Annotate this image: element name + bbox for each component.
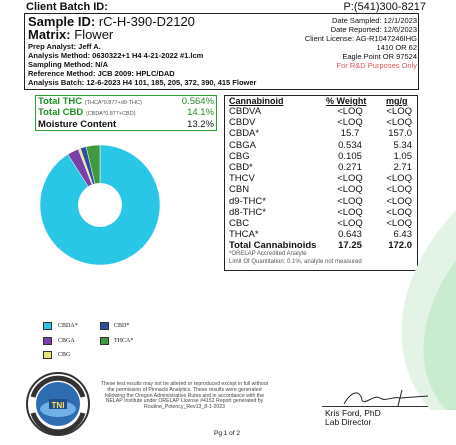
client-batch-label: Client Batch ID: xyxy=(26,1,108,13)
total-cbd-formula: (CBDA*0.877+CBD) xyxy=(85,111,136,117)
signer-title: Lab Director xyxy=(325,417,372,427)
table-row xyxy=(229,118,415,128)
total-label: Total Cannabinoids xyxy=(229,240,317,251)
table-row xyxy=(229,107,415,117)
percent-weight: <LOQ xyxy=(337,206,363,218)
analysis-batch: Analysis Batch: 12-6-2023 H4 101, 185, 205, 372, 390, 415 Flower xyxy=(28,78,257,87)
matrix xyxy=(28,27,113,42)
total-weight: 17.25 xyxy=(338,240,362,251)
legend-swatch-cbg xyxy=(43,351,52,359)
cannabinoid-name: CBD* xyxy=(229,162,253,173)
cannabinoid-name: CBDV xyxy=(229,117,256,129)
percent-weight: <LOQ xyxy=(337,106,363,117)
percent-weight: 0.534 xyxy=(338,139,362,151)
footnote-loq: Limit Of Quantitation: 0.1%, analyte not measured xyxy=(229,259,362,265)
legend-swatch-cbda xyxy=(43,322,52,330)
table-row xyxy=(229,141,415,151)
cannabinoid-name: CBN xyxy=(229,184,250,196)
total-thc-row xyxy=(38,96,214,107)
col-header-weight: % Weight xyxy=(326,96,367,106)
cannabinoid-name: THCV xyxy=(229,173,255,185)
matrix-label: Matrix: xyxy=(28,27,71,42)
percent-weight: 0.105 xyxy=(338,150,362,162)
total-thc-label: Total THC xyxy=(38,96,83,107)
mg-per-g: <LOQ xyxy=(386,206,412,218)
cannabinoid-name: CBG xyxy=(229,150,250,162)
total-mgg: 172.0 xyxy=(388,240,412,251)
percent-weight: <LOQ xyxy=(337,117,363,129)
mg-per-g: <LOQ xyxy=(386,173,412,185)
mg-per-g: <LOQ xyxy=(386,218,412,229)
footnote-orelap: *ORELAP Accredited Analyte xyxy=(229,251,307,257)
cannabinoid-name: CBDVA xyxy=(229,106,262,117)
moisture-value: 13.2% xyxy=(187,119,214,130)
reference-method: Reference Method: JCB 2009: HPLC/DAD xyxy=(28,69,175,78)
sampling-method: Sampling Method: N/A xyxy=(28,60,108,69)
cannabinoid-name: CBDA* xyxy=(229,128,260,140)
address-line-1: 1410 OR 62 xyxy=(376,43,417,52)
legend-label-cbda: CBDA* xyxy=(58,323,78,329)
total-thc-formula: (THCA*0.877+d9-THC) xyxy=(84,100,142,106)
phone-number: P:(541)300-8217 xyxy=(343,1,426,13)
analysis-method: Analysis Method: 0630322+1 H4 4-21-2022 #1.lcm xyxy=(28,51,204,60)
cannabinoid-name: d8-THC* xyxy=(229,206,266,218)
date-reported: Date Reported: 12/6/2023 xyxy=(330,25,417,34)
mg-per-g: <LOQ xyxy=(386,106,412,117)
svg-text:TNI: TNI xyxy=(51,401,65,410)
mg-per-g: 157.0 xyxy=(388,128,412,140)
matrix-value: Flower xyxy=(74,27,114,42)
signer-name: Kris Ford, PhD xyxy=(325,408,381,418)
col-header-mgg: mg/g xyxy=(386,96,408,106)
date-sampled: Date Sampled: 12/1/2023 xyxy=(331,16,417,25)
percent-weight: <LOQ xyxy=(337,173,363,185)
sample-id-value: rC-H-390-D2120 xyxy=(98,14,195,29)
client-license: Client License: AG-R1047246IHG xyxy=(304,34,417,43)
percent-weight: 0.271 xyxy=(338,162,362,173)
legend-swatch-cbd xyxy=(100,322,109,330)
signature-line xyxy=(322,406,428,407)
mg-per-g: <LOQ xyxy=(386,184,412,196)
disclaimer-text: These test results may not be altered or reproduced except in full without the permission of Pinnacle Analytics. These results were generated following the Oregon Administrative Rules and in accordance with the NELAP Institute under ORELAP License #4152 Report generated by Routine_Potency_Rev13_8-1-2023 xyxy=(100,381,269,411)
cannabinoid-name: THCA* xyxy=(229,229,259,241)
cannabinoid-name: CBC xyxy=(229,218,250,229)
moisture-label: Moisture Content xyxy=(38,119,117,130)
sample-id-label: Sample ID: xyxy=(28,14,96,29)
mg-per-g: 2.71 xyxy=(393,162,412,173)
col-header-cannabinoid: Cannabinoid xyxy=(229,96,284,106)
cannabinoid-name: d9-THC* xyxy=(229,195,266,207)
signature-icon xyxy=(340,386,430,408)
legend-label-thca: THCA* xyxy=(114,338,134,344)
address-line-2: Eagle Point OR 97524 xyxy=(342,52,417,61)
percent-weight: <LOQ xyxy=(337,184,363,196)
page-number: Pg 1 of 2 xyxy=(214,430,241,437)
legend-swatch-thca xyxy=(100,337,109,345)
total-cbd-row xyxy=(38,107,214,118)
purpose-note: For R&D Purposes Only xyxy=(336,61,417,70)
legend-label-cbga: CBGA xyxy=(58,338,75,344)
percent-weight: 0.643 xyxy=(338,229,362,241)
donut-hole xyxy=(78,183,122,227)
cannabinoid-name: CBGA xyxy=(229,139,256,151)
signer-block xyxy=(325,409,381,427)
percent-weight: 15.7 xyxy=(340,128,360,140)
total-cbd-label: Total CBD xyxy=(38,107,84,118)
mg-per-g: 5.34 xyxy=(393,139,412,151)
total-thc-value: 0.564% xyxy=(181,96,214,107)
mg-per-g: <LOQ xyxy=(386,195,412,207)
mg-per-g: 1.05 xyxy=(393,150,412,162)
legend-label-cbd: CBD* xyxy=(114,323,130,329)
moisture-row xyxy=(38,119,214,130)
legend-label-cbg: CBG xyxy=(58,352,71,358)
percent-weight: <LOQ xyxy=(337,218,363,229)
table-row xyxy=(229,129,415,139)
legend-swatch-cbga xyxy=(43,337,52,345)
percent-weight: <LOQ xyxy=(337,195,363,207)
green-swoosh-watermark xyxy=(360,170,456,410)
cannabinoid-donut-chart xyxy=(35,140,165,270)
mg-per-g: 6.43 xyxy=(393,229,412,241)
prep-analyst: Prep Analyst: Jeff A. xyxy=(28,42,101,51)
orelap-tni-badge-icon xyxy=(25,371,91,437)
table-row xyxy=(229,152,415,162)
mg-per-g: <LOQ xyxy=(386,117,412,129)
total-cbd-value: 14.1% xyxy=(187,107,214,118)
